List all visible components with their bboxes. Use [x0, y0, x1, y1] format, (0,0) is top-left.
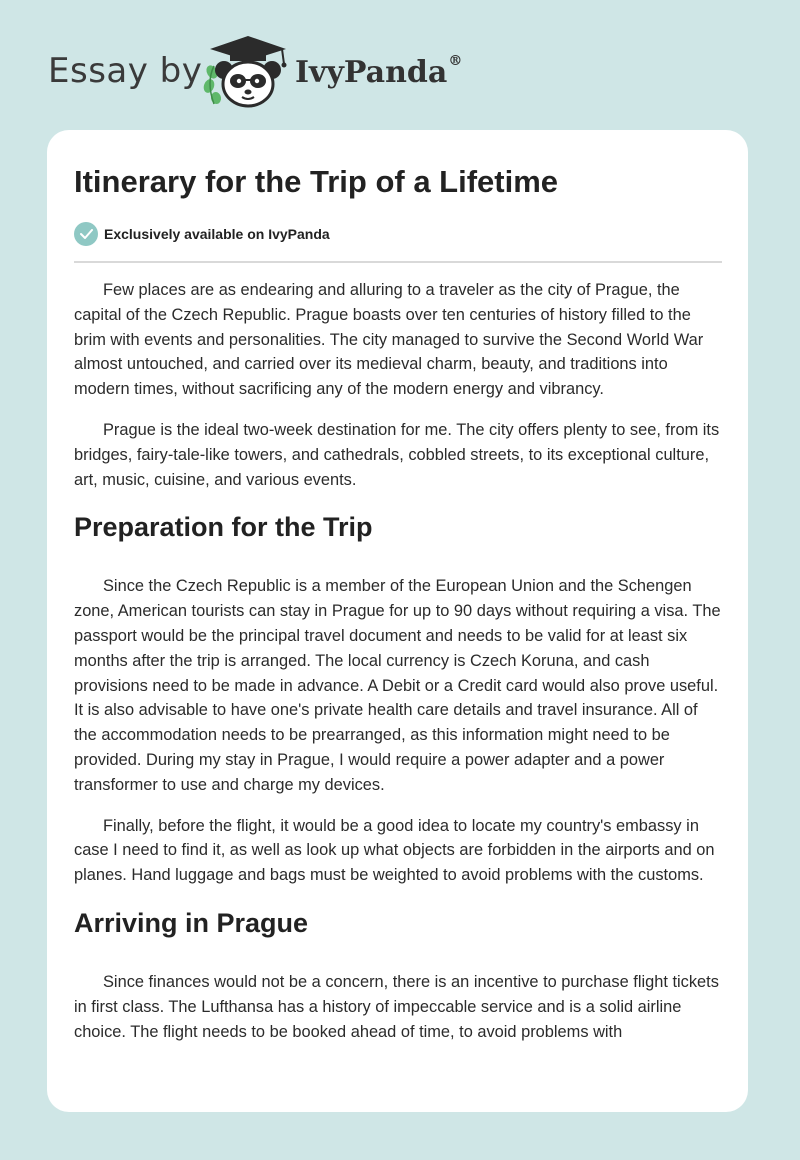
brand-text: IvyPanda — [295, 55, 448, 90]
paragraph: Finally, before the flight, it would be a good idea to locate my country's embassy in case I need to find it, as well as look up what objects are forbidden in the airports and on planes. Hand luggage and bags must be weighted to avoid problems with the customs. — [74, 816, 715, 885]
ivypanda-logo-icon[interactable] — [202, 32, 294, 110]
site-header — [48, 32, 488, 112]
check-icon — [74, 222, 98, 246]
registered-mark: ® — [448, 53, 463, 69]
paragraph: Since finances would not be a concern, there is an incentive to purchase flight tickets in first class. The Lufthansa has a history of impeccable service and is a solid airline choice. The flight needs to be booked ahead of time, to avoid problems with — [74, 972, 719, 1041]
paragraph: Since the Czech Republic is a member of the European Union and the Schengen zone, American tourists can stay in Prague for up to 90 days without requiring a visa. The passport would be the principal travel document and needs to be valid for at least six months after the trip is arranged. The local currency is Czech Koruna, and cash provisions need to be made in advance. A Debit or a Credit card would also prove useful. It is also advisable to have one's private health care details and travel insurance. All of the accommodation needs to be prearranged, as this information might need to be provided. During my stay in Prague, I would require a power adapter and a power transformer to use and charge my devices. — [74, 577, 721, 794]
section-heading: Preparation for the Trip — [74, 512, 373, 543]
paragraph: Prague is the ideal two-week destination for me. The city offers plenty to see, from its bridges, fairy-tale-like towers, and cathedrals, cobbled streets, to its exceptional culture, art, music, cuisine, and various events. — [74, 420, 720, 489]
essay-card — [47, 130, 748, 1112]
exclusive-badge — [74, 222, 330, 246]
paragraph: Few places are as endearing and alluring to a traveler as the city of Prague, the capital of the Czech Republic. Prague boasts over ten centuries of history filled to the brim with events and personalities. The city managed to survive the Second World War almost untouched, and carried over its medieval charm, beauty, and traditions into modern times, without sacrificing any of the modern energy and vibrancy. — [74, 281, 704, 399]
divider — [74, 261, 722, 263]
page-title: Itinerary for the Trip of a Lifetime — [74, 164, 559, 199]
exclusive-badge-text: Exclusively available on IvyPanda — [104, 226, 330, 242]
brand-name[interactable] — [295, 55, 462, 90]
essay-by-label: Essay by — [48, 51, 203, 91]
essay-content — [74, 278, 722, 1060]
section-heading: Arriving in Prague — [74, 907, 309, 938]
